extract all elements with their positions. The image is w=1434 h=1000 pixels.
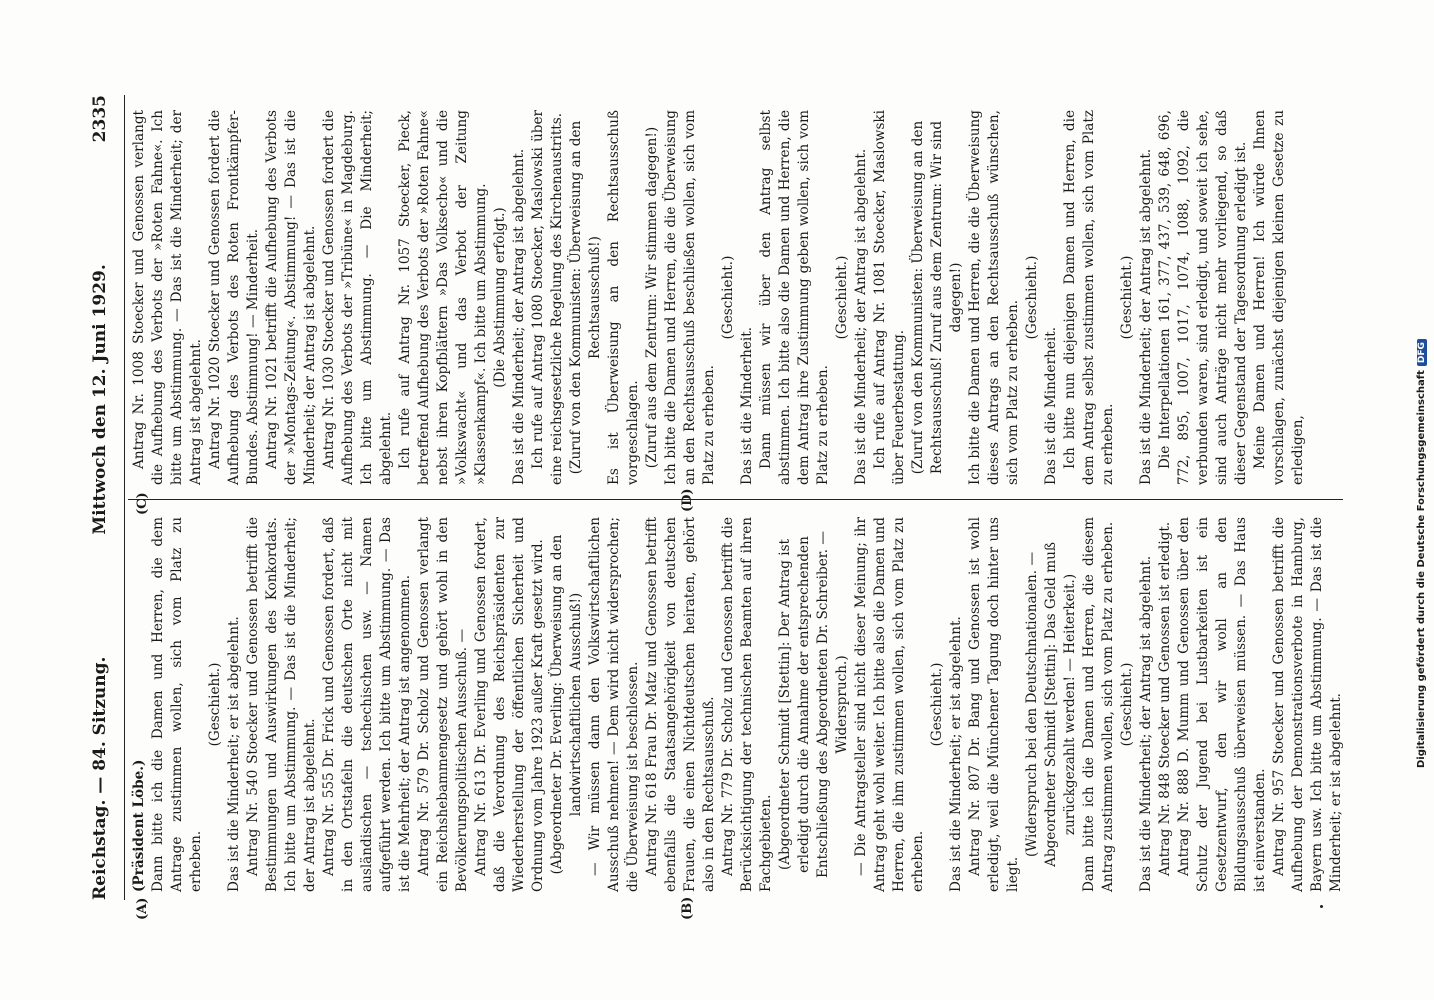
left-column-paragraph: Dann bitte ich die Damen und Herren, die dem Antrage zustimmen wollen, sich vom Platz zu erheben. xyxy=(150,517,204,892)
left-column-paragraph: Antrag Nr. 807 Dr. Bang und Genossen ist wohl erledigt, weil die Münchener Tagung doch hinter uns liegt. xyxy=(967,517,1021,892)
margin-mark-d: (D) xyxy=(680,488,695,512)
left-column-paragraph: — Wir müssen dann den Volkswirtschaftlichen Ausschuß nehmen! — Dem wird nicht widersprochen; die Überweisung ist beschlossen. xyxy=(587,517,641,892)
right-column-paragraph: Das ist die Minderheit; der Antrag ist abgelehnt. xyxy=(511,148,527,485)
right-column-paragraph: Ich bitte die Damen und Herren, die die Überweisung dieses Antrags an den Rechtsausschuß wünschen, sich vom Platz zu erheben. xyxy=(967,110,1021,485)
right-column-paragraph: Ich rufe auf Antrag 1080 Stoecker, Maslowski über eine reichsgesetzliche Regelung des Kirchenaustritts. xyxy=(530,110,565,485)
header-rule xyxy=(124,95,125,900)
left-column xyxy=(130,517,1346,892)
right-column-paragraph: (Geschieht.) xyxy=(720,255,736,340)
left-column-paragraph: (Geschieht.) xyxy=(1119,662,1135,747)
right-column-paragraph: Meine Damen und Herren! Ich würde Ihnen vorschlagen, zunächst diejenigen kleinen Gesetze zu erledigen, xyxy=(1252,110,1306,485)
right-column-paragraph: (Zuruf aus dem Zentrum: Wir stimmen dagegen!) xyxy=(644,126,660,469)
left-column-paragraph: Antrag Nr. 888 D. Mumm und Genossen über den Schutz der Jugend bei Lustbarkeiten ist ein Gesetzentwurf, den wir wohl an den Bildungsausschuß überweisen müssen. — Das Haus ist einverstanden. xyxy=(1176,517,1268,892)
right-column-paragraph: (Zuruf von den Kommunisten: Überweisung an den Rechtsausschuß!) xyxy=(568,120,603,475)
ink-spot xyxy=(1320,905,1323,908)
left-column-paragraph: Antrag Nr. 555 Dr. Frick und Genossen fordert, daß in den Ortstafeln die deutschen Orte nicht mit ausländischen — tschechischen usw. — Namen aufgeführt werden. Ich bitte um Abstimmung. — Das ist die Mehrheit; der Antrag ist angenommen. xyxy=(321,517,413,892)
left-column-paragraph: Das ist die Minderheit; der Antrag ist abgelehnt. xyxy=(1138,555,1154,892)
right-column-paragraph: Dann müssen wir über den Antrag selbst abstimmen. Ich bitte also die Damen und Herren, die dem Antrag ihre Zustimmung geben wollen, sich vom Platz zu erheben. xyxy=(758,110,831,485)
left-column-paragraph: Das ist die Minderheit; er ist abgelehnt. xyxy=(948,616,964,892)
margin-mark-b: (B) xyxy=(680,896,695,920)
left-column-paragraph: (Präsident Löbe.) xyxy=(131,759,147,892)
left-column-paragraph: Antrag Nr. 579 Dr. Scholz und Genossen verlangt ein Reichshebammengesetz und gehört wohl in den Bevölkerungspolitischen Ausschuß. — xyxy=(416,517,470,892)
column-divider xyxy=(128,499,1343,500)
right-column-paragraph: Antrag Nr. 1030 Stoecker und Genossen fordert die Aufhebung des Verbots der »Tribüne« in Magdeburg. Ich bitte um Abstimmung. — Die Minderheit; abgelehnt. xyxy=(321,110,394,485)
left-column-paragraph: (Widerspruch bei den Deutschnationalen. — Abgeordneter Schmidt [Stettin]: Das Geld muß zurückgezahlt werden! — Heiterkeit.) xyxy=(1024,542,1078,867)
right-column-paragraph: Das ist die Minderheit; der Antrag ist abgelehnt. xyxy=(1138,148,1154,485)
right-column-paragraph: Ich bitte die Damen und Herren, die die Überweisung an den Rechtsausschuß beschließen wollen, sich vom Platz zu erheben. xyxy=(663,110,717,485)
dfg-credit-text: Digitalisierung gefördert durch die Deutsche Forschungsgemeinschaft xyxy=(1416,370,1427,768)
right-column-paragraph: (Geschieht.) xyxy=(1024,255,1040,340)
right-column-paragraph: Antrag Nr. 1008 Stoecker und Genossen verlangt die Aufhebung des Verbots der »Roten Fahne«. Ich bitte um Abstimmung. — Das ist die Minderheit; der Antrag ist abgelehnt. xyxy=(131,110,204,485)
right-column-paragraph: (Geschieht.) xyxy=(834,255,850,340)
left-column-paragraph: (Abgeordneter Schmidt [Stettin]: Der Antrag ist erledigt durch die Annahme der entsprechenden Entschließung des Abgeordneten Dr. Schreiber. — Widerspruch.) xyxy=(777,530,850,879)
left-column-paragraph: (Geschieht.) xyxy=(207,662,223,747)
right-column-paragraph: Ich rufe auf Antrag Nr. 1081 Stoecker, Maslowski über Feuerbestattung. xyxy=(872,110,907,485)
header-date: Mittwoch den 12. Juni 1929. xyxy=(90,264,110,535)
left-column-paragraph: — Die Antragsteller sind nicht dieser Meinung; ihr Antrag geht wohl weiter. Ich bitte also die Damen und Herren, die ihm zustimmen wollen, sich vom Platz zu erheben. xyxy=(853,517,926,892)
left-column-paragraph: Antrag Nr. 957 Stoecker und Genossen betrifft die Aufhebung der Demonstrationsverbote in Hamburg, Bayern usw. Ich bitte um Abstimmung. — Das ist die Minderheit; er ist abgelehnt. xyxy=(1271,517,1344,892)
left-column-paragraph: Das ist die Minderheit; er ist abgelehnt. xyxy=(226,616,242,892)
left-column-paragraph: Dann bitte ich die Damen und Herren, die diesem Antrag zustimmen wollen, sich vom Platz zu erheben. xyxy=(1081,517,1116,892)
right-column-paragraph: (Die Abstimmung erfolgt.) xyxy=(492,207,508,388)
margin-mark-a: (A) xyxy=(135,897,150,920)
left-column-paragraph: (Abgeordneter Dr. Everling: Überweisung an den landwirtschaftlichen Ausschuß!) xyxy=(549,534,584,875)
right-column-paragraph: Das ist die Minderheit; der Antrag ist abgelehnt. xyxy=(853,148,869,485)
margin-mark-c: (C) xyxy=(135,492,150,515)
left-column-paragraph: Antrag Nr. 848 Stoecker und Genossen ist erledigt. xyxy=(1157,521,1173,876)
right-column-paragraph: (Zuruf von den Kommunisten: Überweisung an den Rechtsausschuß! Zuruf aus dem Zentrum: Wir sind dagegen!) xyxy=(910,120,964,475)
right-column-paragraph: Die Interpellationen 161, 377, 437, 539, 648, 696, 772, 895, 1007, 1017, 1074, 1088, 1092, die verbunden waren, sind erledigt, und soweit ich sehe, sind auch Anträge nicht mehr vorliegend, so daß dieser Gegenstand der Tagesordnung erledigt ist. xyxy=(1157,110,1249,485)
header-left: Reichstag. — 84. Sitzung. xyxy=(90,656,110,900)
right-column-paragraph: Ich bitte nun diejenigen Damen und Herren, die dem Antrag selbst zustimmen wollen, sich vom Platz zu erheben. xyxy=(1062,110,1116,485)
left-column-paragraph: Antrag Nr. 540 Stoecker und Genossen betrifft die Bestimmungen und Auswirkungen des Konkordats. Ich bitte um Abstimmung. — Das ist die Minderheit; der Antrag ist abgelehnt. xyxy=(245,517,318,892)
right-column-paragraph: Es ist Überweisung an den Rechtsausschuß vorgeschlagen. xyxy=(606,110,641,485)
right-column-paragraph: Antrag Nr. 1021 betrifft die Aufhebung des Verbots der »Montags-Zeitung«. Abstimmung! — Das ist die Minderheit; der Antrag ist abgelehnt. xyxy=(264,110,318,485)
left-column-paragraph: Antrag Nr. 618 Frau Dr. Matz und Genossen betrifft ebenfalls die Staatsangehörigkeit von deutschen Frauen, die einen Nichtdeutschen heiraten, gehört also in den Rechtsausschuß. xyxy=(644,517,717,892)
page-header xyxy=(90,95,118,900)
right-column-paragraph: (Geschieht.) xyxy=(1119,255,1135,340)
left-column-paragraph: (Geschieht.) xyxy=(929,662,945,747)
right-column-paragraph: Antrag Nr. 1020 Stoecker und Genossen fordert die Aufhebung des Verbots des Roten Frontkämpfer-Bundes. Abstimmung! — Minderheit. xyxy=(207,110,261,485)
right-column-paragraph: Das ist die Minderheit. xyxy=(739,326,755,485)
right-column-paragraph: Das ist die Minderheit. xyxy=(1043,326,1059,485)
right-column xyxy=(130,110,1308,485)
left-column-paragraph: Antrag Nr. 779 Dr. Scholz und Genossen betrifft die Berücksichtigung der technischen Beamten auf ihren Fachgebieten. xyxy=(720,517,774,892)
page-number: 2335 xyxy=(90,95,110,143)
left-column-paragraph: Antrag Nr. 613 Dr. Everling und Genossen fordert, daß die Verordnung des Reichspräsidenten zur Wiederherstellung der öffentlichen Sicherheit und Ordnung vom Jahre 1923 außer Kraft gesetzt wird. xyxy=(473,517,546,892)
right-column-paragraph: Ich rufe auf Antrag Nr. 1057 Stoecker, Pieck, betreffend Aufhebung des Verbots der »Roten Fahne« nebst ihren Kopfblättern »Das Volksecho« und die »Volkswacht« und das Verbot der Zeitung »Klassenkampf«. Ich bitte um Abstimmung. xyxy=(397,110,489,485)
credit-strip xyxy=(1416,8,1430,768)
dfg-logo: DFG xyxy=(1417,339,1427,366)
